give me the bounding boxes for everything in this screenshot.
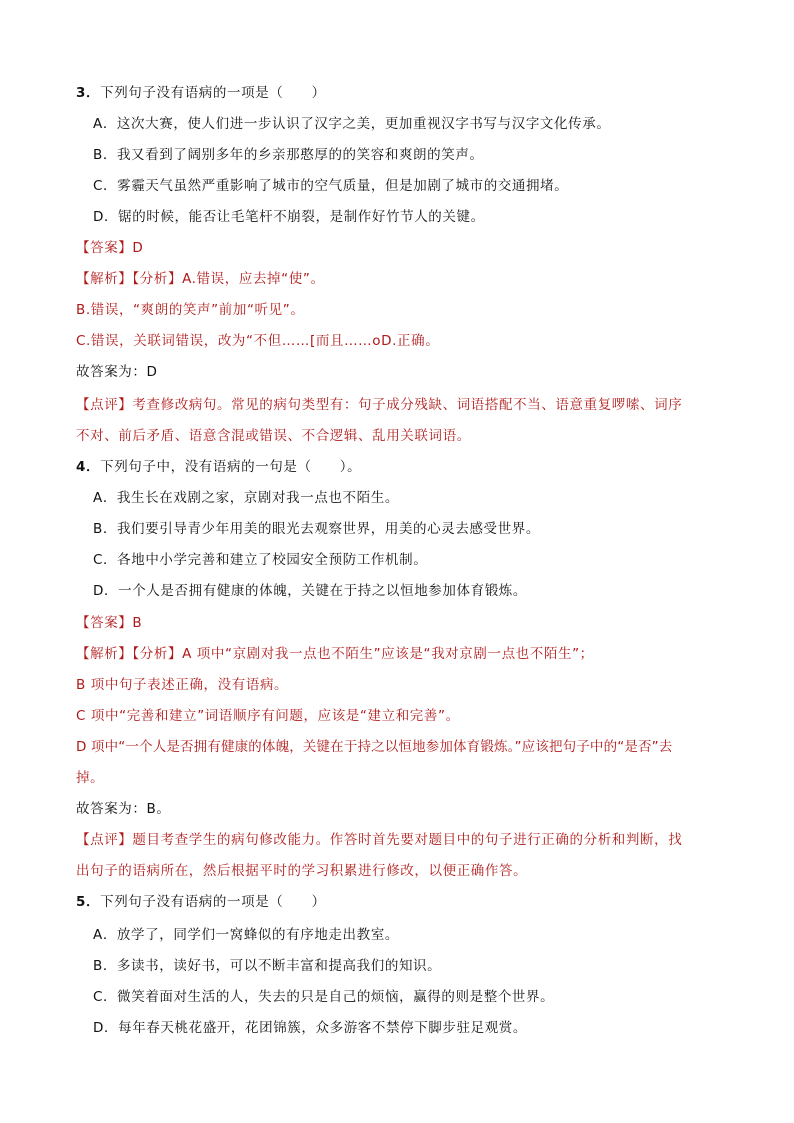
q4-final-answer: 故答案为：B。: [76, 801, 171, 817]
q5-option-b: B．多读书，读好书，可以不断丰富和提高我们的知识。: [93, 958, 442, 974]
analysis-text: A 项中“京剧对我一点也不陌生”应该是“我对京剧一点也不陌生”；: [182, 646, 594, 662]
q4-analysis-line: D 项中“一个人是否拥有健康的体魄，关键在于持之以恒地参加体育锻炼。”应该把句子中的“是否”去: [76, 739, 673, 755]
q3-comment-line: [76, 396, 682, 414]
comment-text: 考查修改病句。常见的病句类型有：句子成分残缺、词语搭配不当、语意重复啰嗦、词序: [132, 397, 683, 413]
q4-analysis-line: 掉。: [76, 770, 105, 786]
q5-option-c: C．微笑着面对生活的人，失去的只是自己的烦恼，赢得的则是整个世界。: [93, 989, 555, 1005]
question-stem-text: 下列句子没有语病的一项是（ ）: [100, 894, 326, 910]
comment-tag: 【点评】: [76, 397, 133, 413]
question-number: 5．: [76, 894, 101, 910]
question-number: 4．: [76, 459, 101, 475]
comment-tag: 【点评】: [76, 832, 133, 848]
q3-answer: [76, 239, 143, 257]
answer-value: B: [132, 615, 143, 631]
q3-option-d: D．锯的时候，能否让毛笔杆不崩裂，是制作好竹节人的关键。: [93, 209, 485, 225]
question-stem-text: 下列句子中，没有语病的一句是（ ）。: [100, 459, 362, 475]
q4-analysis-line: C 项中“完善和建立”词语顺序有问题，应该是“建立和完善”。: [76, 708, 460, 724]
question-number: 3．: [76, 85, 101, 101]
comment-text: 题目考查学生的病句修改能力。作答时首先要对题目中的句子进行正确的分析和判断，找: [132, 832, 683, 848]
question-4-stem: [76, 458, 361, 476]
q4-answer: [76, 614, 142, 632]
analysis-tag: 【解析】【分析】: [76, 646, 183, 662]
analysis-text: A.错误，应去掉“使”。: [182, 271, 325, 287]
question-stem-text: 下列句子没有语病的一项是（ ）: [100, 85, 326, 101]
q4-comment-line: 出句子的语病所在，然后根据平时的学习积累进行修改，以便正确作答。: [76, 863, 528, 879]
analysis-tag: 【解析】【分析】: [76, 271, 183, 287]
q4-analysis-line: B 项中句子表述正确，没有语病。: [76, 677, 289, 693]
q3-option-c: C．雾霾天气虽然严重影响了城市的空气质量，但是加剧了城市的交通拥堵。: [93, 178, 569, 194]
q4-option-a: A．我生长在戏剧之家，京剧对我一点也不陌生。: [93, 490, 399, 506]
q3-option-a: A．这次大赛，使人们进一步认识了汉字之美，更加重视汉字书写与汉字文化传承。: [93, 116, 611, 132]
q4-analysis-line: [76, 645, 594, 663]
question-5-stem: [76, 893, 326, 911]
answer-tag: 【答案】: [76, 615, 133, 631]
q4-option-d: D．一个人是否拥有健康的体魄，关键在于持之以恒地参加体育锻炼。: [93, 583, 527, 599]
q4-comment-line: [76, 831, 682, 849]
q4-option-b: B．我们要引导青少年用美的眼光去观察世界，用美的心灵去感受世界。: [93, 521, 540, 537]
answer-tag: 【答案】: [76, 240, 133, 256]
q3-comment-line: 不对、前后矛盾、语意含混或错误、不合逻辑、乱用关联词语。: [76, 428, 471, 444]
q3-option-b: B．我又看到了阔别多年的乡亲那憨厚的的笑容和爽朗的笑声。: [93, 147, 484, 163]
answer-value: D: [132, 240, 144, 256]
q5-option-d: D．每年春天桃花盛开，花团锦簇，众多游客不禁停下脚步驻足观赏。: [93, 1020, 527, 1036]
q5-option-a: A．放学了，同学们一窝蜂似的有序地走出教室。: [93, 927, 399, 943]
q3-analysis-line: C.错误，关联词错误，改为“不但……[而且……oD.正确。: [76, 333, 440, 349]
q3-analysis-line: B.错误，“爽朗的笑声”前加“听见”。: [76, 302, 305, 318]
q4-option-c: C．各地中小学完善和建立了校园安全预防工作机制。: [93, 552, 428, 568]
q3-final-answer: 故答案为：D: [76, 364, 158, 380]
question-3-stem: [76, 84, 326, 102]
q3-analysis-line: [76, 270, 325, 288]
